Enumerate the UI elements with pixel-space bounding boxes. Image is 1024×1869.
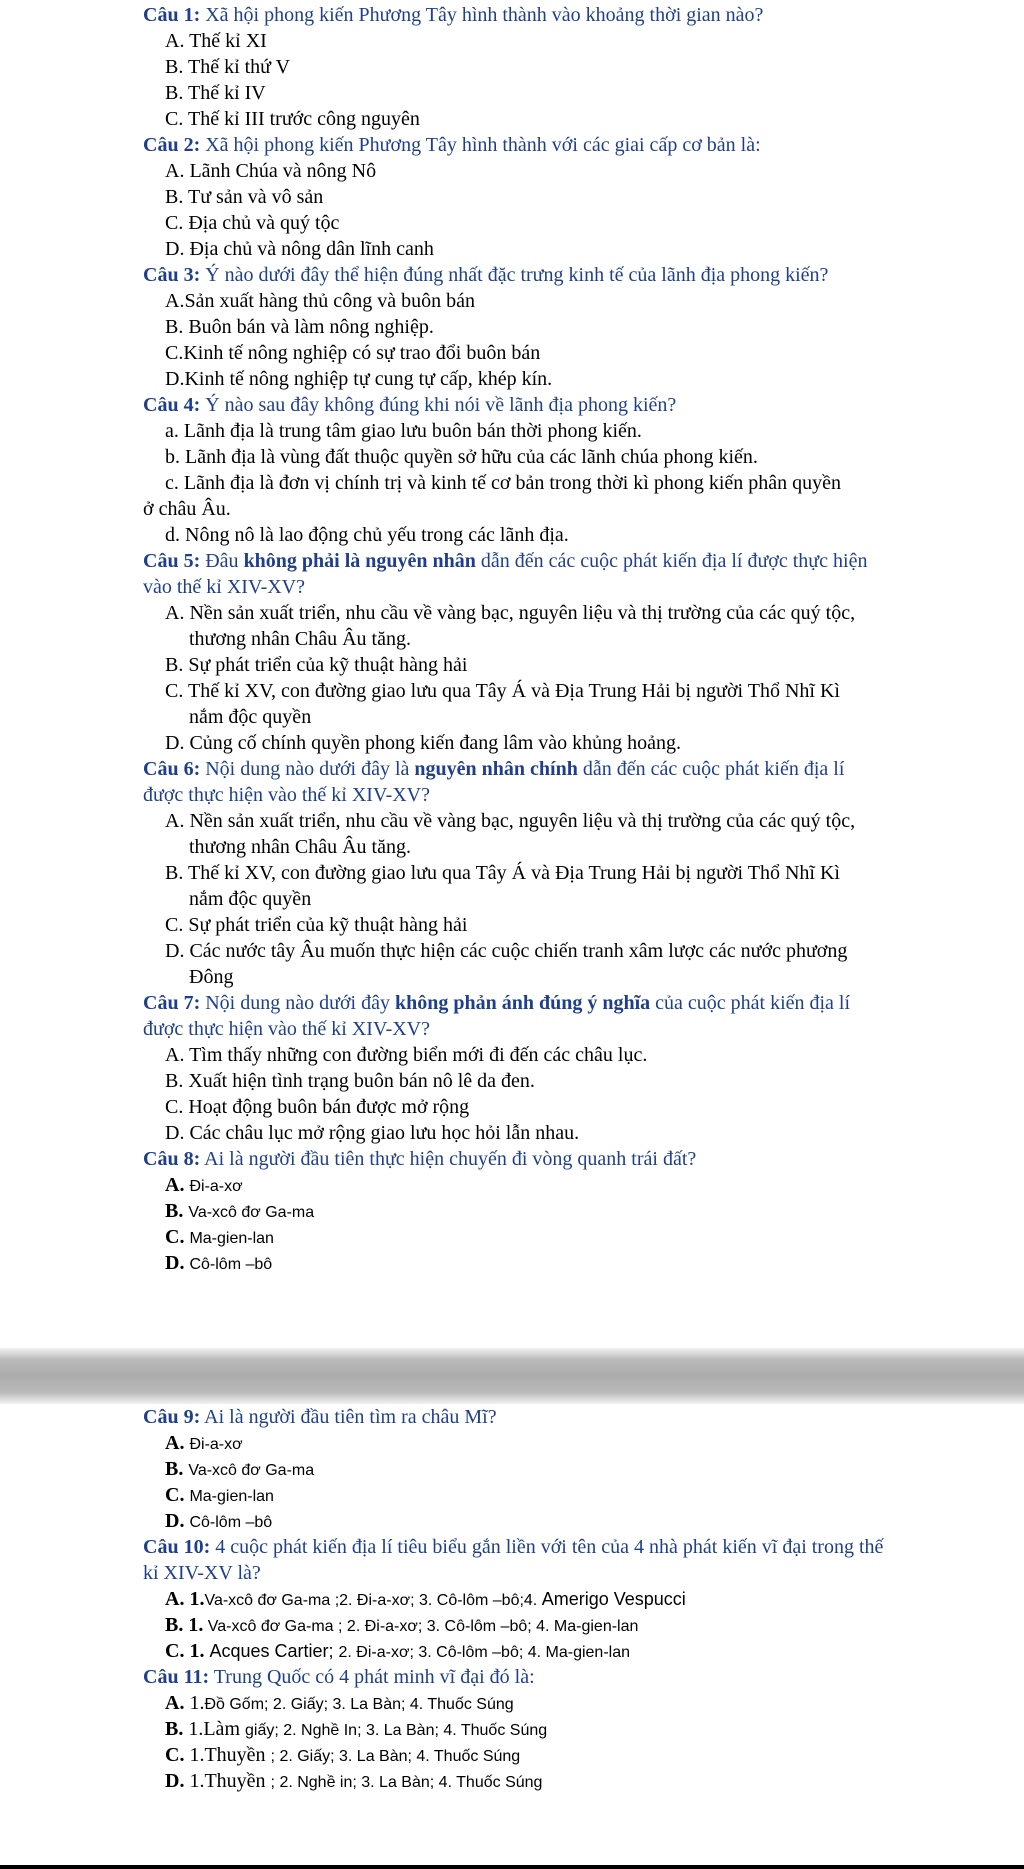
answer-option-continued: Đông (189, 966, 234, 988)
answer-option: C. Sự phát triển của kỹ thuật hàng hải (165, 914, 468, 936)
document-page-2 (0, 1404, 1024, 1865)
answer-option: C. Hoạt động buôn bán được mở rộng (165, 1096, 470, 1118)
answer-option: C. 1.Thuyền ; 2. Giấy; 3. La Bàn; 4. Thuốc Súng (165, 1744, 521, 1766)
answer-option: d. Nông nô là lao động chủ yếu trong các lãnh địa. (165, 524, 569, 546)
bottom-border (0, 1865, 1024, 1869)
answer-option: C. Địa chủ và quý tộc (165, 212, 340, 234)
question-title-continued: được thực hiện vào thế kỉ XIV-XV? (143, 1018, 431, 1040)
answer-option: C. Ma-gien-lan (165, 1226, 274, 1248)
question-title: Câu 9: Ai là người đầu tiên tìm ra châu Mĩ? (143, 1406, 497, 1428)
answer-option: A.Sản xuất hàng thủ công và buôn bán (165, 290, 475, 312)
answer-option: A. Nền sản xuất triển, nhu cầu về vàng bạc, nguyên liệu và thị trường của các quý tộc, (165, 602, 856, 624)
answer-option: B. 1.Làm giấy; 2. Nghề In; 3. La Bàn; 4. Thuốc Súng (165, 1718, 548, 1740)
question-title-continued: được thực hiện vào thế kỉ XIV-XV? (143, 784, 431, 806)
answer-option-continued: thương nhân Châu Âu tăng. (189, 836, 411, 858)
question-title: Câu 5: Đâu không phải là nguyên nhân dẫn đến các cuộc phát kiến địa lí được thực hiện (143, 550, 868, 572)
question-title: Câu 8: Ai là người đầu tiên thực hiện chuyến đi vòng quanh trái đất? (143, 1148, 697, 1170)
answer-option: b. Lãnh địa là vùng đất thuộc quyền sở hữu của các lãnh chúa phong kiến. (165, 446, 758, 468)
answer-option-continued: thương nhân Châu Âu tăng. (189, 628, 411, 650)
answer-option: B. 1. Va-xcô đơ Ga-ma ; 2. Đi-a-xơ; 3. Cô-lôm –bô; 4. Ma-gien-lan (165, 1614, 639, 1636)
answer-option: A. Lãnh Chúa và nông Nô (165, 160, 377, 182)
answer-option: A. Đi-a-xơ (165, 1174, 243, 1196)
answer-option: D. Củng cố chính quyền phong kiến đang lâm vào khủng hoảng. (165, 732, 682, 754)
answer-option: A. Tìm thấy những con đường biển mới đi đến các châu lục. (165, 1044, 648, 1066)
question-title: Câu 3: Ý nào dưới đây thể hiện đúng nhất đặc trưng kinh tế của lãnh địa phong kiến? (143, 264, 829, 286)
answer-option: B. Thế kỉ thứ V (165, 56, 291, 78)
answer-option: B. Sự phát triển của kỹ thuật hàng hải (165, 654, 468, 676)
answer-option: D. Cô-lôm –bô (165, 1510, 273, 1532)
answer-option: c. Lãnh địa là đơn vị chính trị và kinh tế cơ bản trong thời kì phong kiến phân quyền (165, 472, 842, 494)
question-title: Câu 11: Trung Quốc có 4 phát minh vĩ đại đó là: (143, 1666, 535, 1688)
question-title: Câu 6: Nội dung nào dưới đây là nguyên nhân chính dẫn đến các cuộc phát kiến địa lí (143, 758, 845, 780)
answer-option: B. Buôn bán và làm nông nghiệp. (165, 316, 434, 338)
answer-option: B. Xuất hiện tình trạng buôn bán nô lê da đen. (165, 1070, 535, 1092)
answer-option: A. Thế kỉ XI (165, 30, 267, 52)
answer-option: D. Các nước tây Âu muốn thực hiện các cuộc chiến tranh xâm lược các nước phương (165, 940, 848, 962)
answer-option: a. Lãnh địa là trung tâm giao lưu buôn bán thời phong kiến. (165, 420, 642, 442)
question-title-continued: vào thế kỉ XIV-XV? (143, 576, 306, 598)
answer-option: B. Tư sản và vô sản (165, 186, 324, 208)
answer-option: D. Địa chủ và nông dân lĩnh canh (165, 238, 434, 260)
answer-option: B. Thế kỉ XV, con đường giao lưu qua Tây Á và Địa Trung Hải bị người Thổ Nhĩ Kì (165, 862, 840, 884)
answer-option: C. Ma-gien-lan (165, 1484, 274, 1506)
answer-option: C. 1. Acques Cartier; 2. Đi-a-xơ; 3. Cô-lôm –bô; 4. Ma-gien-lan (165, 1640, 631, 1662)
answer-option: B. Va-xcô đơ Ga-ma (165, 1458, 315, 1480)
question-title: Câu 1: Xã hội phong kiến Phương Tây hình thành vào khoảng thời gian nào? (143, 4, 764, 26)
question-title-continued: kỉ XIV-XV là? (143, 1562, 261, 1584)
answer-option: C. Thế kỉ XV, con đường giao lưu qua Tây Á và Địa Trung Hải bị người Thổ Nhĩ Kì (165, 680, 840, 702)
answer-option: A. Đi-a-xơ (165, 1432, 243, 1454)
answer-option: D. Các châu lục mở rộng giao lưu học hỏi lẫn nhau. (165, 1122, 580, 1144)
question-title: Câu 10: 4 cuộc phát kiến địa lí tiêu biểu gắn liền với tên của 4 nhà phát kiến vĩ đại trong thế (143, 1536, 884, 1558)
answer-option: B. Thế kỉ IV (165, 82, 266, 104)
answer-option: B. Va-xcô đơ Ga-ma (165, 1200, 315, 1222)
answer-option: C. Thế kỉ III trước công nguyên (165, 108, 420, 130)
question-title: Câu 7: Nội dung nào dưới đây không phản ánh đúng ý nghĩa của cuộc phát kiến địa lí (143, 992, 851, 1014)
answer-option-continued: nắm độc quyền (189, 706, 312, 728)
answer-option: D.Kinh tế nông nghiệp tự cung tự cấp, khép kín. (165, 368, 553, 390)
page-separator (0, 1348, 1024, 1404)
answer-option: C.Kinh tế nông nghiệp có sự trao đổi buôn bán (165, 342, 541, 364)
answer-option: A. 1.Va-xcô đơ Ga-ma ;2. Đi-a-xơ; 3. Cô-lôm –bô;4. Amerigo Vespucci (165, 1588, 686, 1610)
answer-option: A. 1.Đồ Gốm; 2. Giấy; 3. La Bàn; 4. Thuốc Súng (165, 1692, 514, 1714)
answer-option-continued: nắm độc quyền (189, 888, 312, 910)
answer-option-continued: ở châu Âu. (143, 498, 231, 520)
answer-option: D. 1.Thuyền ; 2. Nghề in; 3. La Bàn; 4. Thuốc Súng (165, 1770, 543, 1792)
answer-option: A. Nền sản xuất triển, nhu cầu về vàng bạc, nguyên liệu và thị trường của các quý tộc, (165, 810, 856, 832)
answer-option: D. Cô-lôm –bô (165, 1252, 273, 1274)
question-title: Câu 2: Xã hội phong kiến Phương Tây hình thành với các giai cấp cơ bản là: (143, 134, 761, 156)
question-title: Câu 4: Ý nào sau đây không đúng khi nói về lãnh địa phong kiến? (143, 394, 677, 416)
